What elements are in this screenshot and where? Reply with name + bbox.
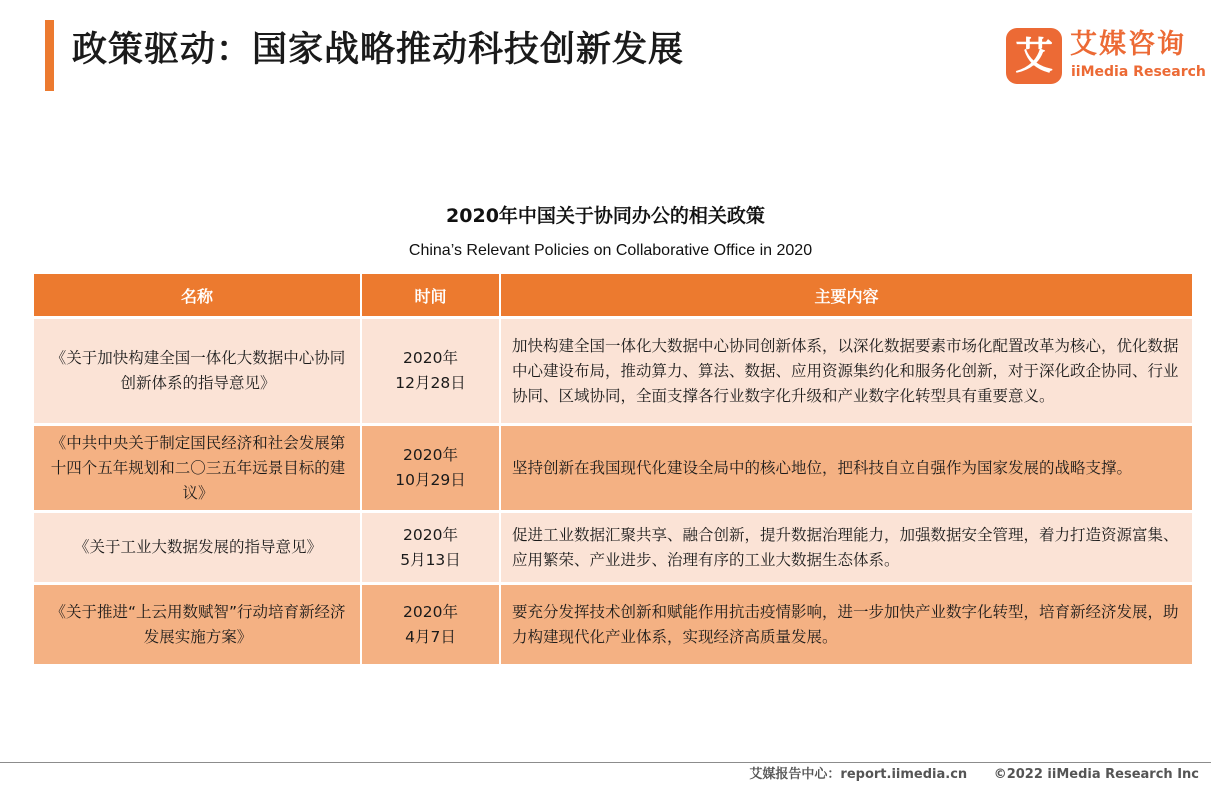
policy-date-year: 2020年	[403, 602, 458, 621]
policy-date-day: 4月7日	[405, 627, 456, 646]
policy-date	[362, 582, 501, 664]
table-row	[34, 582, 1192, 664]
policy-name: 《关于加快构建全国一体化大数据中心协同创新体系的指导意见》	[34, 316, 362, 423]
page-title: 政策驱动：国家战略推动科技创新发展	[72, 30, 685, 70]
policy-content: 坚持创新在我国现代化建设全局中的核心地位，把科技自立自强作为国家发展的战略支撑。	[501, 423, 1192, 510]
column-header-content: 主要内容	[501, 274, 1192, 316]
policy-date	[362, 510, 501, 582]
table-header-row	[34, 274, 1192, 316]
title-accent-bar	[45, 20, 54, 91]
table-title: 2020年中国关于协同办公的相关政策	[446, 205, 765, 227]
policy-date-year: 2020年	[403, 446, 458, 464]
policy-name: 《中共中央关于制定国民经济和社会发展第十四个五年规划和二〇三五年远景目标的建议》	[34, 423, 362, 510]
policy-date	[362, 423, 501, 510]
policy-date-day: 10月29日	[395, 471, 466, 489]
iimedia-logo	[1006, 28, 1206, 84]
policy-date-year: 2020年	[403, 525, 458, 544]
table-subtitle: China’s Relevant Policies on Collaborative Office in 2020	[408, 242, 813, 259]
policy-table	[34, 274, 1192, 664]
policy-name: 《关于工业大数据发展的指导意见》	[34, 510, 362, 582]
policy-date-day: 12月28日	[395, 374, 466, 392]
policy-date-year: 2020年	[403, 349, 458, 367]
column-header-date: 时间	[362, 274, 501, 316]
policy-content: 要充分发挥技术创新和赋能作用抗击疫情影响，进一步加快产业数字化转型，培育新经济发展，助力构建现代化产业体系，实现经济高质量发展。	[501, 582, 1192, 664]
table-row	[34, 510, 1192, 582]
policy-content: 促进工业数据汇聚共享、融合创新，提升数据治理能力，加强数据安全管理，着力打造资源富集、应用繁荣、产业进步、治理有序的工业大数据生态体系。	[501, 510, 1192, 582]
logo-mark-icon: 艾	[1006, 28, 1062, 84]
footer-source: 艾媒报告中心：report.iimedia.cn	[749, 767, 968, 782]
table-row	[34, 316, 1192, 423]
table-row	[34, 423, 1192, 510]
policy-date-day: 5月13日	[400, 550, 461, 569]
policy-name: 《关于推进“上云用数赋智”行动培育新经济发展实施方案》	[34, 582, 362, 664]
logo-name-en: iiMedia Research	[1071, 64, 1206, 80]
footer-divider	[0, 762, 1211, 763]
footer-copyright: ©2022 iiMedia Research Inc	[993, 767, 1199, 782]
logo-name-cn: 艾媒咨询	[1070, 29, 1186, 60]
column-header-name: 名称	[34, 274, 362, 316]
policy-content: 加快构建全国一体化大数据中心协同创新体系，以深化数据要素市场化配置改革为核心，优化数据中心建设布局，推动算力、算法、数据、应用资源集约化和服务化创新，对于深化政企协同、行业协同、区域协同，全面支撑各行业数字化升级和产业数字化转型具有重要意义。	[501, 316, 1192, 423]
policy-date	[362, 316, 501, 423]
footer	[749, 766, 1199, 784]
